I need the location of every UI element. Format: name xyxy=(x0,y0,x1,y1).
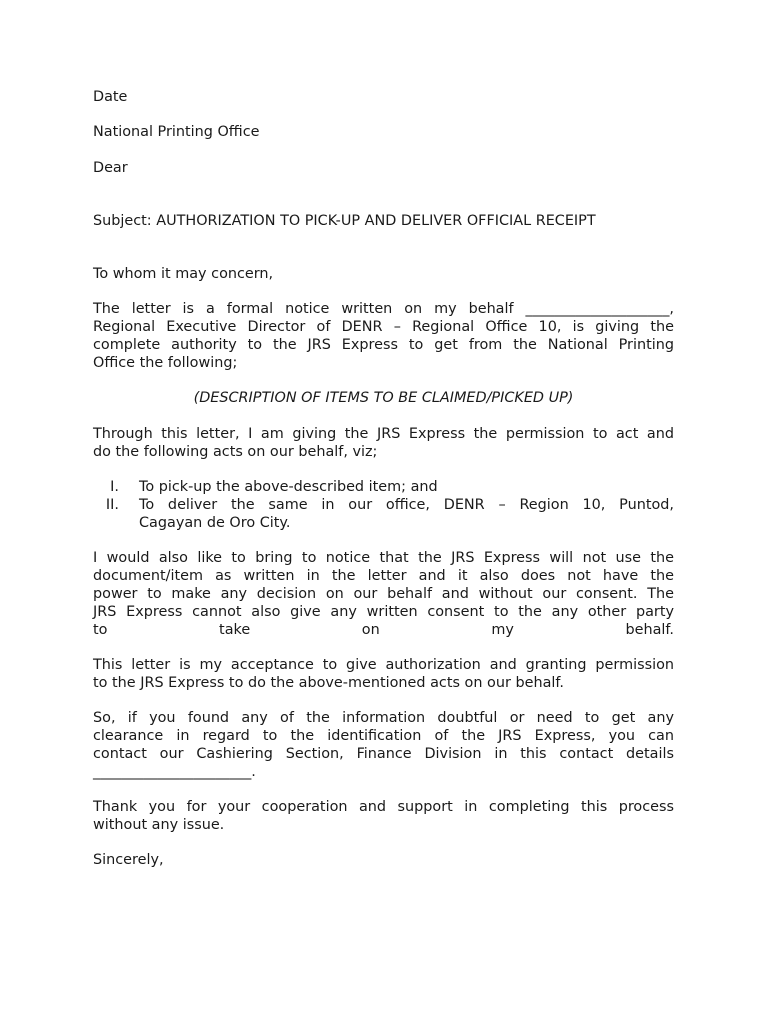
paragraph-line: to take on my behalf. xyxy=(93,622,674,638)
paragraph-line: to the JRS Express to do the above-mentioned acts on our behalf. xyxy=(93,675,564,691)
date-label: Date xyxy=(93,89,128,105)
salutation: Dear xyxy=(93,160,128,176)
paragraph-line: ______________________. xyxy=(93,764,256,780)
paragraph-line: contact our Cashiering Section, Finance Division in this contact details xyxy=(93,746,674,762)
list-item-text: To deliver the same in our office, DENR – Region 10, Puntod, xyxy=(139,497,674,513)
list-item-number: I. xyxy=(110,479,119,495)
paragraph-line: JRS Express cannot also give any written consent to the any other party xyxy=(93,604,674,620)
paragraph-line: Through this letter, I am giving the JRS Express the permission to act and xyxy=(93,426,674,442)
subject-line: Subject: AUTHORIZATION TO PICK-UP AND DELIVER OFFICIAL RECEIPT xyxy=(93,213,596,229)
paragraph-line: The letter is a formal notice written on my behalf ____________________, xyxy=(93,301,674,317)
paragraph-line: document/item as written in the letter and it also does not have the xyxy=(93,568,674,584)
paragraph-line: Thank you for your cooperation and support in completing this process xyxy=(93,799,674,815)
paragraph-line: clearance in regard to the identification of the JRS Express, you can xyxy=(93,728,674,744)
paragraph-line: power to make any decision on our behalf and without our consent. The xyxy=(93,586,674,602)
paragraph-line: Regional Executive Director of DENR – Regional Office 10, is giving the xyxy=(93,319,674,335)
paragraph-line: without any issue. xyxy=(93,817,225,833)
paragraph-line: complete authority to the JRS Express to get from the National Printing xyxy=(93,337,674,353)
paragraph-line: Office the following; xyxy=(93,355,238,371)
paragraph-line: do the following acts on our behalf, viz; xyxy=(93,444,378,460)
paragraph-line: I would also like to bring to notice that the JRS Express will not use the xyxy=(93,550,674,566)
items-description: (DESCRIPTION OF ITEMS TO BE CLAIMED/PICKED UP) xyxy=(193,390,574,406)
list-item-number: II. xyxy=(105,497,119,513)
closing: Sincerely, xyxy=(93,852,164,868)
list-item-text: Cagayan de Oro City. xyxy=(139,515,291,531)
paragraph-line: So, if you found any of the information doubtful or need to get any xyxy=(93,710,674,726)
recipient-office: National Printing Office xyxy=(93,124,260,140)
paragraph-line: This letter is my acceptance to give authorization and granting permission xyxy=(93,657,674,673)
greeting: To whom it may concern, xyxy=(93,266,274,282)
list-item-text: To pick-up the above-described item; and xyxy=(139,479,438,495)
